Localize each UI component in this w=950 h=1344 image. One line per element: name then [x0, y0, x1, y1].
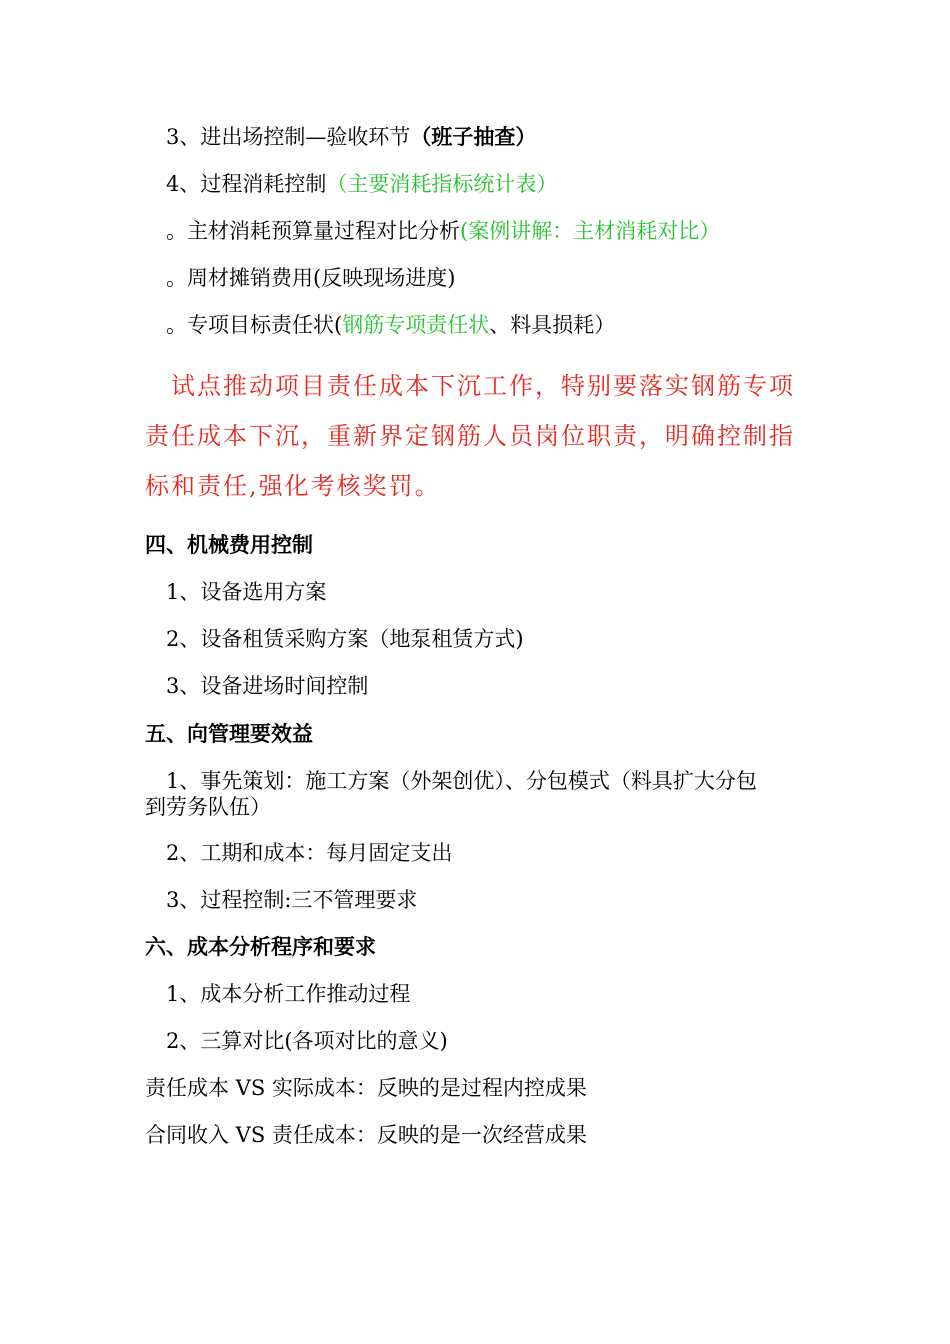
bullet-main-material-text: 。主材消耗预算量过程对比分析	[166, 219, 460, 243]
item-entry-control-note: （班子抽查）	[410, 124, 537, 149]
bullet-special-target-tail: 、料具损耗）	[489, 313, 616, 337]
red-paragraph-line-2: 责任成本下沉，重新界定钢筋人员岗位职责，明确控制指	[145, 422, 795, 450]
item-entry-control	[166, 124, 536, 150]
item-process-consumption-text: 4、过程消耗控制	[166, 172, 327, 196]
bullet-special-target-note: 钢筋专项责任状	[342, 313, 490, 337]
bullet-main-material	[166, 218, 720, 244]
bullet-main-material-note: (案例讲解：主材消耗对比）	[460, 219, 721, 243]
section-4-heading: 四、机械费用控制	[145, 532, 313, 557]
section-5-item-1	[145, 768, 810, 820]
item-entry-control-text: 3、进出场控制—验收环节	[166, 125, 411, 149]
section-5-item-1-line-1: 1、事先策划：施工方案（外架创优）、分包模式（料具扩大分包	[166, 769, 757, 793]
section-4-item-3: 3、设备进场时间控制	[166, 674, 369, 698]
section-4-item-2: 2、设备租赁采购方案（地泵租赁方式)	[166, 627, 524, 651]
red-paragraph-line-1: 试点推动项目责任成本下沉工作，特别要落实钢筋专项	[171, 372, 795, 400]
section-4-item-1: 1、设备选用方案	[166, 580, 327, 604]
item-process-consumption	[166, 171, 557, 197]
bullet-special-target-text: 。专项目标责任状(	[166, 313, 343, 337]
section-5-item-2: 2、工期和成本：每月固定支出	[166, 841, 453, 865]
red-emphasis-paragraph	[145, 361, 805, 511]
section-5-item-3: 3、过程控制:三不管理要求	[166, 888, 418, 912]
bullet-turnover-material	[166, 265, 455, 291]
comparison-line-2: 合同收入 VS 责任成本：反映的是一次经营成果	[145, 1123, 587, 1147]
comparison-line-1: 责任成本 VS 实际成本：反映的是过程内控成果	[145, 1076, 587, 1100]
section-5-item-1-line-2: 到劳务队伍）	[145, 795, 271, 819]
section-5-heading: 五、向管理要效益	[145, 721, 313, 746]
bullet-special-target	[166, 312, 615, 338]
section-6-item-2: 2、三算对比(各项对比的意义)	[166, 1029, 448, 1053]
item-process-consumption-note: （主要消耗指标统计表）	[326, 172, 558, 196]
red-paragraph-line-3: 标和责任,强化考核奖罚。	[145, 472, 441, 500]
bullet-turnover-material-text: 。周材摊销费用(反映现场进度)	[166, 266, 456, 290]
section-6-item-1: 1、成本分析工作推动过程	[166, 982, 411, 1006]
section-6-heading: 六、成本分析程序和要求	[145, 934, 376, 959]
